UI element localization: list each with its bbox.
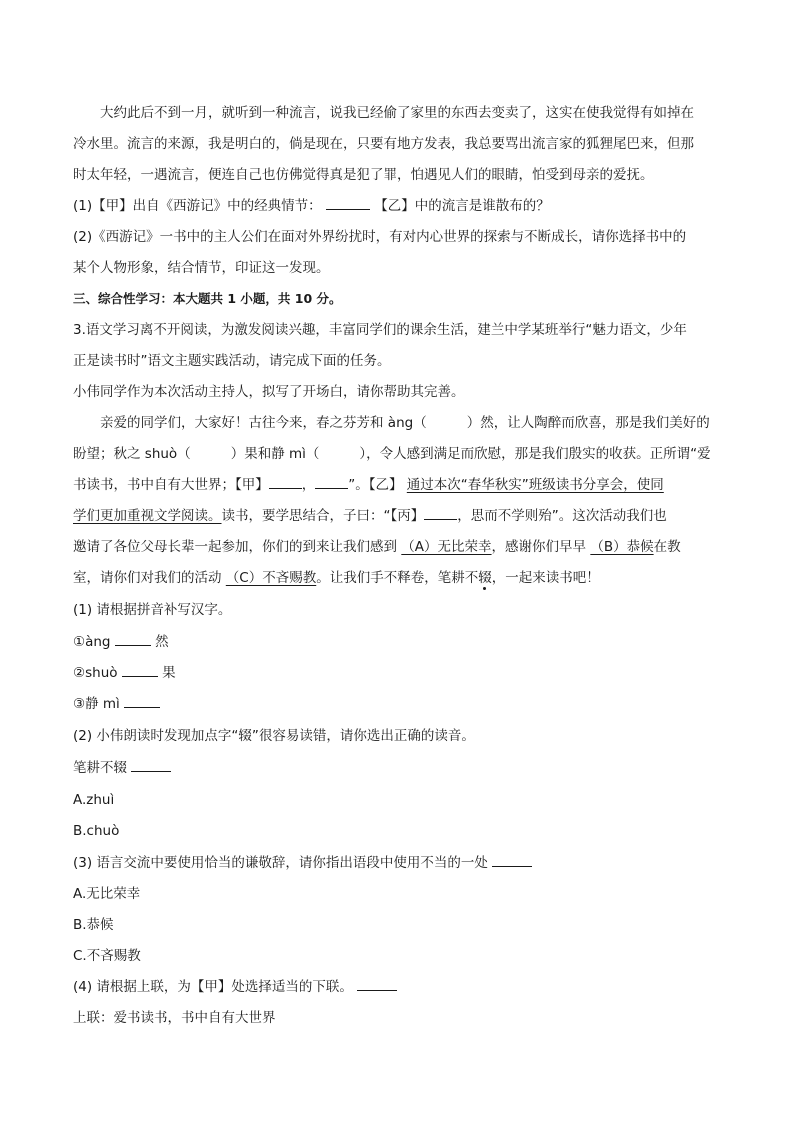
answer-blank[interactable] xyxy=(124,694,160,708)
speech-text: ），令人感到满足而欣慰，那是我们殷实的收获。正所谓“爱 xyxy=(359,446,711,462)
option[interactable]: C.不吝赐教 xyxy=(73,948,141,964)
speech-text: 亲爱的同学们，大家好！古往今来，春之芬芳和 àng（ xyxy=(100,415,427,431)
speech-line xyxy=(100,413,710,433)
underlined-sentence: 学们更加重视文学阅读。 xyxy=(73,508,222,524)
pinyin: ②shuò xyxy=(73,665,118,681)
underlined-phrase-b: （B）恭候 xyxy=(590,539,654,555)
question-text: (1)【甲】出自《西游记》中的经典情节： xyxy=(73,198,322,214)
option[interactable]: A.无比荣幸 xyxy=(73,886,141,902)
question-text: (4) 请根据上联，为【甲】处选择适当的下联。 xyxy=(73,979,353,995)
answer-blank[interactable] xyxy=(424,506,457,520)
speech-line xyxy=(73,568,600,588)
question-1-part-1 xyxy=(73,196,550,216)
speech-text: ）然，让人陶醉而欣喜，那是我们美好的 xyxy=(466,415,710,431)
passage-line: 时太年轻，一遇流言，便连自己也仿佛觉得真是犯了罪，怕遇见人们的眼睛，怕受到母亲的爱抚。 xyxy=(73,167,654,183)
sub-question-1: (1) 请根据拼音补写汉字。 xyxy=(73,602,232,618)
fill-item xyxy=(73,663,176,683)
question-3-intro: 正是读书时”语文主题实践活动，请完成下面的任务。 xyxy=(73,353,391,369)
sub-question-2: (2) 小伟朗读时发现加点字“辍”很容易读错，请你选出正确的读音。 xyxy=(73,728,475,744)
answer-blank[interactable] xyxy=(269,475,302,489)
speech-text: 读书，要学思结合，子曰：“【丙】 xyxy=(221,508,425,524)
upper-couplet: 上联：爱书读书，书中自有大世界 xyxy=(73,1010,276,1026)
character: 果 xyxy=(162,665,176,681)
speech-text: ，感谢你们早早 xyxy=(491,539,587,555)
speech-text: 邀请了各位父母长辈一起参加，你们的到来让我们感到 xyxy=(73,539,397,555)
answer-blank[interactable] xyxy=(326,196,370,210)
section-heading: 三、综合性学习：本大题共 1 小题，共 10 分。 xyxy=(73,291,342,306)
dotted-character: 辍 xyxy=(478,570,492,586)
question-1-part-2: (2)《西游记》一书中的主人公们在面对外界纷扰时，有对内心世界的探索与不断成长，请你选择书中的 xyxy=(73,229,687,245)
speech-text: ，思而不学则殆”。这次活动我们也 xyxy=(457,508,667,524)
word: 笔耕不辍 xyxy=(73,760,127,776)
answer-blank[interactable] xyxy=(315,475,348,489)
host-instruction: 小伟同学作为本次活动主持人，拟写了开场白，请你帮助其完善。 xyxy=(73,384,465,400)
speech-text: 。让我们手不释卷，笔耕不 xyxy=(316,570,479,586)
speech-text: 书读书，书中自有大世界；【甲】 xyxy=(73,477,269,493)
speech-text: ， xyxy=(301,477,316,493)
speech-line xyxy=(73,537,681,557)
speech-line xyxy=(73,475,664,495)
answer-blank[interactable] xyxy=(357,977,397,991)
fill-item xyxy=(73,758,171,778)
option[interactable]: A.zhuì xyxy=(73,792,115,808)
underlined-phrase-a: （A）无比荣幸 xyxy=(401,539,492,555)
question-1-part-2: 某个人物形象，结合情节，印证这一发现。 xyxy=(73,260,330,276)
underlined-sentence: 通过本次“春华秋实”班级读书分享会，使同 xyxy=(406,477,664,493)
question-text: 【乙】中的流言是谁散布的？ xyxy=(374,198,550,214)
character: 然 xyxy=(155,634,169,650)
passage-line: 大约此后不到一月，就听到一种流言，说我已经偷了家里的东西去变卖了，这实在使我觉得有如掉在 xyxy=(100,105,694,121)
fill-item xyxy=(73,632,169,652)
question-3-intro: 3.语文学习离不开阅读，为激发阅读兴趣，丰富同学们的课余生活，建兰中学某班举行“魅力语文，少年 xyxy=(73,322,687,338)
pinyin: ③静 mì xyxy=(73,696,120,712)
sub-question-4 xyxy=(73,977,397,997)
speech-line xyxy=(73,444,711,464)
speech-text: ”。【乙】 xyxy=(348,477,403,493)
option[interactable]: B.chuò xyxy=(73,823,120,839)
speech-text: 在教 xyxy=(653,539,681,555)
speech-line xyxy=(73,506,667,526)
sub-question-3 xyxy=(73,853,532,873)
answer-blank[interactable] xyxy=(492,853,532,867)
speech-text: ，一起来读书吧！ xyxy=(491,570,600,586)
passage-line: 冷水里。流言的来源，我是明白的，倘是现在，只要有地方发表，我总要骂出流言家的狐狸尾巴来，但那 xyxy=(73,136,694,152)
speech-text: 盼望；秋之 shuò（ xyxy=(73,446,191,462)
answer-blank[interactable] xyxy=(122,663,158,677)
question-text: (3) 语言交流中要使用恰当的谦敬辞，请你指出语段中使用不当的一处 xyxy=(73,855,488,871)
answer-blank[interactable] xyxy=(115,632,151,646)
answer-blank[interactable] xyxy=(131,758,171,772)
speech-text: ）果和静 mì（ xyxy=(230,446,320,462)
speech-text: 室，请你们对我们的活动 xyxy=(73,570,222,586)
option[interactable]: B.恭候 xyxy=(73,917,114,933)
pinyin: ①àng xyxy=(73,634,111,650)
underlined-phrase-c: （C）不吝赐教 xyxy=(225,570,317,586)
fill-item xyxy=(73,694,160,714)
